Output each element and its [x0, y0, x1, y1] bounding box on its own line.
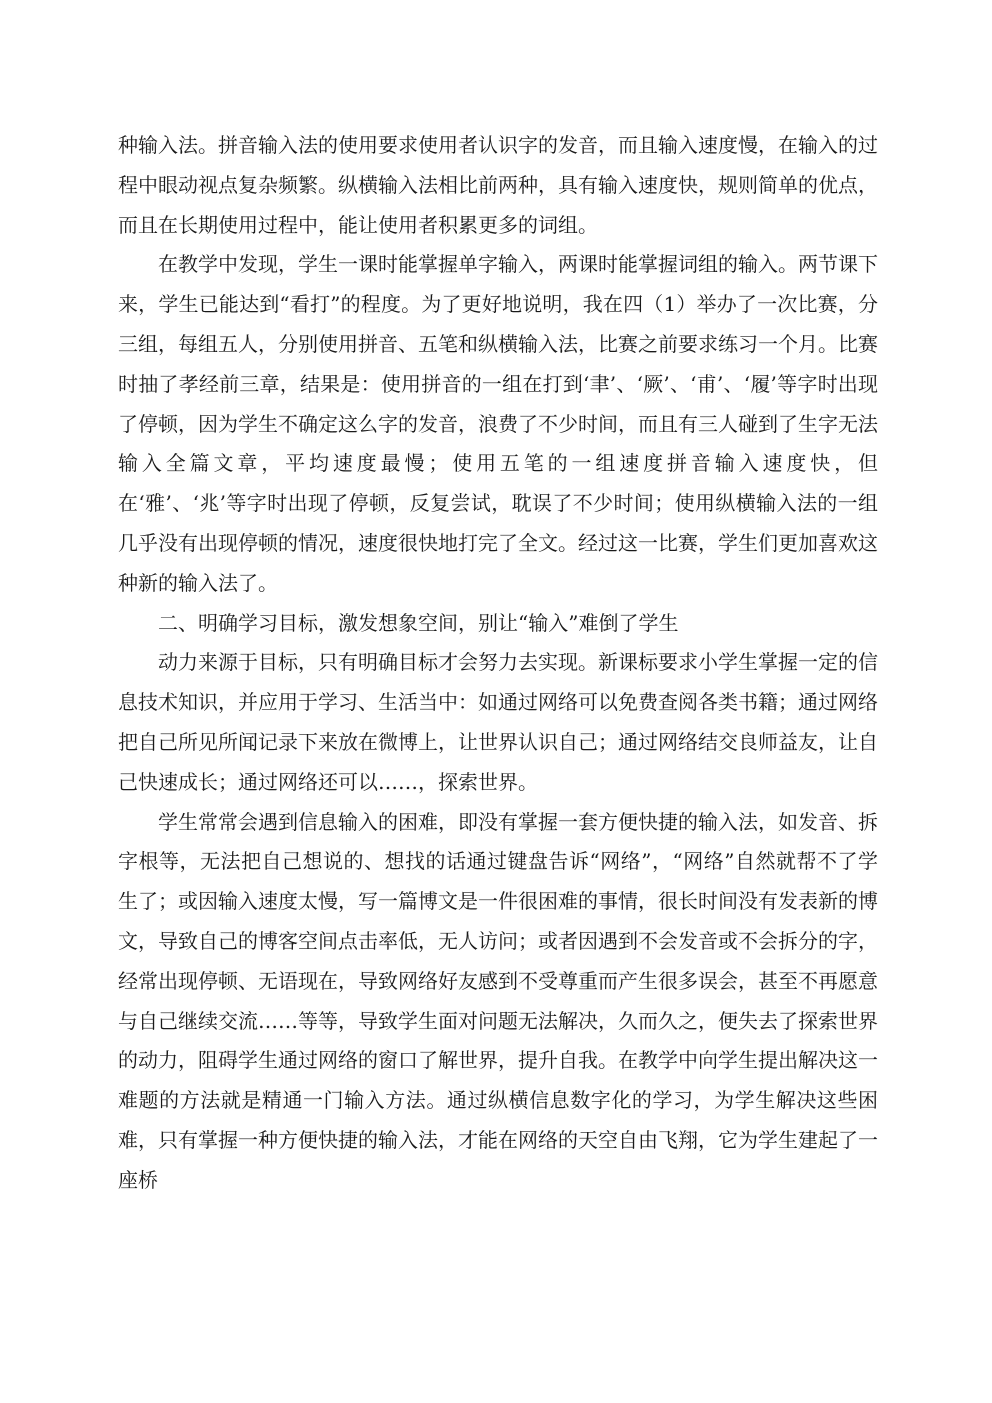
paragraph-difficulties: 学生常常会遇到信息输入的困难，即没有掌握一套方便快捷的输入法，如发音、拆字根等，无法把自己想说的、想找的话通过键盘告诉“网络”，“网络”自然就帮不了学生了；或因输入速度太慢，写一篇博文是一件很困难的事情，很长时间没有发表新的博文，导致自己的博客空间点击率低，无人访问；或者因遇到不会发音或不会拆分的字，经常出现停顿、无语现在，导致网络好友感到不受尊重而产生很多误会，甚至不再愿意与自己继续交流……等等，导致学生面对问题无法解决，久而久之，便失去了探索世界的动力，阻碍学生通过网络的窗口了解世界，提升自我。在教学中向学生提出解决这一难题的方法就是精通一门输入方法。通过纵横信息数字化的学习，为学生解决这些困难，只有掌握一种方便快捷的输入法，才能在网络的天空自由飞翔，它为学生建起了一座桥: [118, 809, 878, 1192]
paragraph-competition: 在教学中发现，学生一课时能掌握单字输入，两课时能掌握词组的输入。两节课下来，学生已能达到“看打”的程度。为了更好地说明，我在四（1）举办了一次比赛，分三组，每组五人，分别使用拼音、五笔和纵横输入法，比赛之前要求练习一个月。比赛时抽了孝经前三章，结果是：使用拼音的一组在打到‘聿’、‘厥’、‘甫’、‘履’等字时出现了停顿，因为学生不确定这么字的发音，浪费了不少时间，而且有三人碰到了生字无法输入全篇文章，平均速度最慢；使用五笔的一组速度拼音输入速度快，但在‘雅’、‘兆’等字时出现了停顿，反复尝试，耽误了不少时间；使用纵横输入法的一组几乎没有出现停顿的情况，速度很快地打完了全文。经过这一比赛，学生们更加喜欢这种新的输入法了。: [118, 252, 878, 595]
document-body: [118, 126, 878, 1201]
section-heading: 二、明确学习目标，激发想象空间，别让“输入”难倒了学生: [158, 610, 679, 635]
paragraph-goals: 动力来源于目标，只有明确目标才会努力去实现。新课标要求小学生掌握一定的信息技术知识，并应用于学习、生活当中：如通过网络可以免费查阅各类书籍；通过网络把自己所见所闻记录下来放在微博上，让世界认识自己；通过网络结交良师益友，让自己快速成长；通过网络还可以……，探索世界。: [118, 650, 878, 794]
paragraph-continuation: 种输入法。拼音输入法的使用要求使用者认识字的发音，而且输入速度慢，在输入的过程中眼动视点复杂频繁。纵横输入法相比前两种，具有输入速度快，规则简单的优点，而且在长期使用过程中，能让使用者积累更多的词组。: [118, 133, 878, 237]
